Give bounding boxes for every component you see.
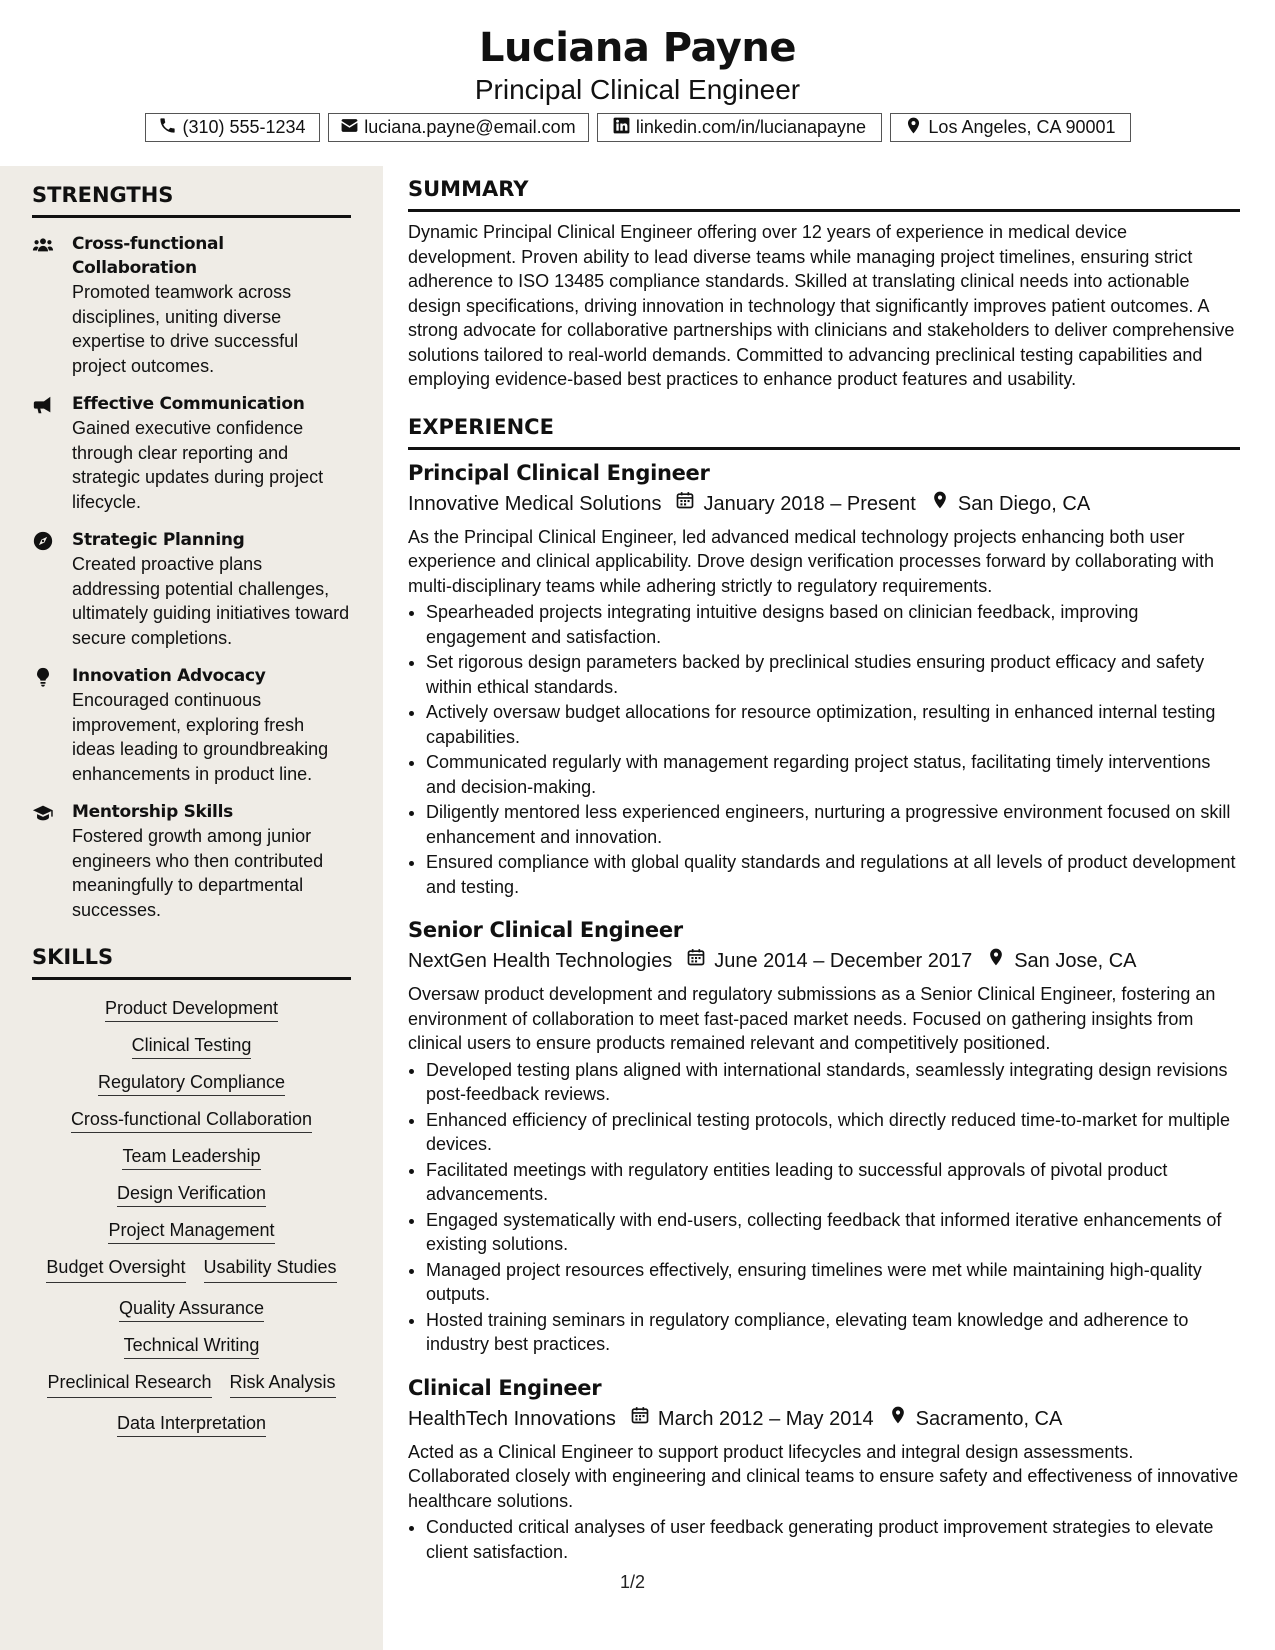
job-bullets (408, 1058, 1240, 1357)
contact-phone[interactable] (145, 113, 320, 142)
skill-tag: Risk Analysis (230, 1370, 336, 1398)
resume-header (0, 0, 1275, 160)
list-item: • Actively oversaw budget allocations for resource optimization, resulting in enhanced internal testing capabilities. (426, 700, 1240, 749)
job-meta (408, 1404, 1240, 1434)
skill-tag: Quality Assurance (119, 1298, 264, 1322)
skill-tag: Preclinical Research (47, 1370, 211, 1398)
skill-tag: Team Leadership (122, 1146, 260, 1170)
skill-tag: Budget Oversight (46, 1255, 185, 1283)
skill-tag: Clinical Testing (132, 1035, 252, 1059)
strength-title: Innovation Advocacy (72, 666, 266, 686)
main-content (408, 176, 1240, 1565)
skill-tag: Usability Studies (204, 1255, 337, 1283)
job-entry (408, 915, 1240, 1357)
calendar-icon (672, 946, 714, 976)
lightbulb-icon (32, 664, 72, 786)
strength-item (32, 232, 351, 378)
strength-desc: Gained executive confidence through clear reporting and strategic updates during project lifecycle. (72, 418, 324, 512)
contact-email[interactable] (328, 113, 589, 142)
job-description: As the Principal Clinical Engineer, led advanced medical technology projects enhancing both user experience and clinical applicability. Drove design verification processes forward by collaborating with multi-disciplinary teams while adhering strictly to regulatory requirements. (408, 526, 1215, 596)
map-pin-icon (972, 946, 1014, 976)
job-location: Sacramento, CA (915, 1407, 1063, 1430)
sidebar (0, 166, 383, 1650)
skill-tag: Regulatory Compliance (98, 1072, 285, 1096)
job-dates: June 2014 – December 2017 (714, 950, 973, 972)
contact-linkedin[interactable] (597, 113, 882, 142)
list-item: • Set rigorous design parameters backed by preclinical studies ensuring product efficacy and safety within ethical standards. (426, 650, 1240, 699)
job-bullets (408, 1515, 1240, 1564)
list-item: • Hosted training seminars in regulatory compliance, elevating team knowledge and adherence to industry best practices. (426, 1308, 1240, 1357)
skill-tag: Project Management (108, 1220, 274, 1244)
skill-tag: Technical Writing (124, 1335, 260, 1359)
linkedin-icon (612, 116, 631, 140)
skills-heading: SKILLS (32, 944, 351, 980)
strength-desc: Created proactive plans addressing potential challenges, ultimately guiding initiatives toward secure completions. (72, 554, 350, 648)
list-item: • Diligently mentored less experienced engineers, nurturing a progressive environment focused on skill enhancement and innovation. (426, 800, 1240, 849)
job-description: Acted as a Clinical Engineer to support product lifecycles and integral design assessments. Collaborated closely with engineering and clinical teams to ensure safety and effectiveness of innovative healthcare solutions. (408, 1441, 1239, 1511)
job-description: Oversaw product development and regulatory submissions as a Senior Clinical Engineer, fostering an environment of collaboration to meet fast-paced market needs. Focused on gathering insights from clinical users to ensure products remained relevant and competitively positioned. (408, 984, 1216, 1053)
job-location: San Jose, CA (1014, 950, 1137, 972)
strength-item (32, 528, 351, 650)
skill-list (32, 980, 351, 1435)
users-icon (32, 232, 72, 378)
summary-text: Dynamic Principal Clinical Engineer offering over 12 years of experience in medical device development. Proven ability to lead diverse teams while managing project timelines, ensuring strict adherence to ISO 13485 compliance standards. Skilled at translating clinical needs into actionable design specifications, driving innovation in technology that significantly improves patient outcomes. A strong advocate for collaborative partnerships with clinicians and stakeholders to deliver comprehensive solutions tailored to real-world demands. Committed to advancing preclinical testing capabilities and employing evidence-based best practices to enhance product features and usability. (408, 222, 1235, 389)
list-item: • Spearheaded projects integrating intuitive designs based on clinician feedback, improving engagement and satisfaction. (426, 600, 1240, 649)
strength-item (32, 800, 351, 922)
linkedin-text: linkedin.com/in/lucianapayne (635, 117, 867, 137)
contact-bar (0, 113, 1275, 142)
strength-item (32, 392, 351, 514)
skill-tag: Product Development (105, 998, 278, 1022)
list-item: • Enhanced efficiency of preclinical testing protocols, which directly reduced time-to-market for multiple devices. (426, 1108, 1240, 1157)
candidate-role: Principal Clinical Engineer (474, 74, 801, 105)
job-dates: March 2012 – May 2014 (657, 1407, 874, 1430)
calendar-icon (616, 1404, 658, 1434)
contact-location (890, 113, 1131, 142)
strength-desc: Encouraged continuous improvement, exploring fresh ideas leading to groundbreaking enhancements in product line. (72, 690, 329, 784)
list-item: • Ensured compliance with global quality standards and regulations at all levels of product development and testing. (426, 850, 1240, 899)
strength-desc: Fostered growth among junior engineers who then contributed meaningfully to departmental successes. (72, 826, 324, 920)
calendar-icon (661, 489, 703, 519)
map-pin-icon (874, 1404, 916, 1434)
strength-title: Effective Communication (72, 394, 305, 414)
strength-desc: Promoted teamwork across disciplines, uniting diverse expertise to drive successful project outcomes. (72, 282, 299, 376)
compass-icon (32, 528, 72, 650)
list-item: • Managed project resources effectively, ensuring timelines were met while maintaining high-quality outputs. (426, 1258, 1240, 1307)
email-text: luciana.payne@email.com (364, 117, 576, 137)
summary-heading: SUMMARY (408, 176, 1240, 212)
skill-tag: Cross-functional Collaboration (71, 1109, 312, 1133)
map-pin-icon (904, 116, 923, 140)
experience-heading: EXPERIENCE (408, 414, 1240, 450)
location-text: Los Angeles, CA 90001 (928, 117, 1116, 137)
skills-section (32, 944, 351, 1435)
phone-icon (158, 116, 177, 140)
strength-item (32, 664, 351, 786)
job-meta (408, 489, 1240, 519)
strength-title: Mentorship Skills (72, 802, 233, 822)
skill-tag: Data Interpretation (117, 1413, 266, 1437)
job-entry (408, 458, 1240, 900)
candidate-name: Luciana Payne (479, 25, 796, 71)
job-location: San Diego, CA (957, 492, 1091, 515)
phone-text: (310) 555-1234 (182, 117, 306, 137)
strength-title: Cross-functional Collaboration (72, 234, 224, 278)
map-pin-icon (916, 489, 958, 519)
list-item: • Conducted critical analyses of user feedback generating product improvement strategies to elevate client satisfaction. (426, 1515, 1240, 1564)
job-title: Senior Clinical Engineer (408, 918, 683, 942)
graduation-cap-icon (32, 800, 72, 922)
envelope-icon (340, 116, 359, 140)
list-item: • Communicated regularly with management regarding project status, facilitating timely interventions and decision-making. (426, 750, 1240, 799)
strengths-heading: STRENGTHS (32, 182, 351, 218)
job-bullets (408, 600, 1240, 899)
strength-title: Strategic Planning (72, 530, 245, 550)
megaphone-icon (32, 392, 72, 514)
job-entry (408, 1373, 1240, 1565)
job-title: Clinical Engineer (408, 1375, 602, 1400)
job-meta (408, 946, 1240, 976)
job-dates: January 2018 – Present (703, 492, 916, 515)
list-item: • Facilitated meetings with regulatory entities leading to successful approvals of pivotal product advancements. (426, 1158, 1240, 1207)
company-name: Innovative Medical Solutions (408, 492, 662, 515)
skill-tag: Design Verification (117, 1183, 266, 1207)
list-item: • Developed testing plans aligned with international standards, seamlessly integrating design revisions post-feedback reviews. (426, 1058, 1240, 1107)
page-number: 1/2 (620, 1572, 646, 1592)
list-item: • Engaged systematically with end-users, collecting feedback that informed iterative enhancements of existing solutions. (426, 1208, 1240, 1257)
company-name: NextGen Health Technologies (408, 950, 673, 972)
company-name: HealthTech Innovations (408, 1407, 616, 1430)
job-title: Principal Clinical Engineer (408, 460, 710, 485)
